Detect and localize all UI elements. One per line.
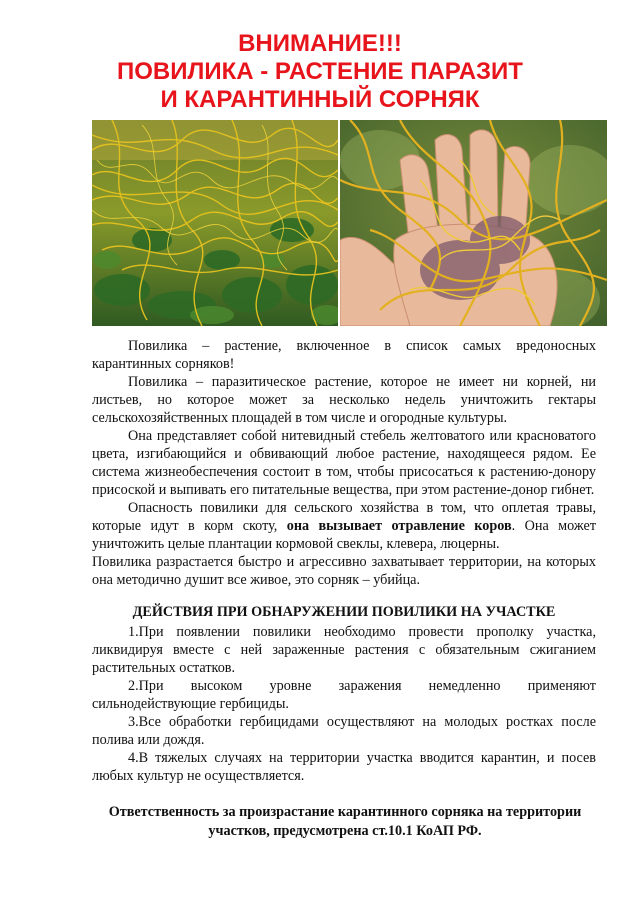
responsibility-note: Ответственность за произрастание карантинного сорняка на территории участков, предусмотрена ст.10.1 КоАП РФ. xyxy=(108,804,582,839)
dodder-field-photo xyxy=(92,120,338,326)
intro-paragraph-1: Повилика – растение, включенное в список самых вредоносных карантинных сорняков! xyxy=(92,338,596,372)
intro-paragraph-4 xyxy=(92,499,596,553)
title-line-parasite: ПОВИЛИКА - РАСТЕНИЕ ПАРАЗИТ xyxy=(117,58,523,85)
action-item-3: 3.Все обработки гербицидами осуществляют на молодых ростках после полива или дождя. xyxy=(92,714,596,748)
dodder-hand-photo xyxy=(340,120,607,326)
action-item-2: 2.При высоком уровне заражения немедленно применяют сильнодействующие гербициды. xyxy=(92,678,596,712)
intro-paragraph-3: Она представляет собой нитевидный стебель желтоватого или красноватого цвета, изгибающийся и обвивающий любое растение, находящееся рядом. Ее система жизнеобеспечения состоит в том, чтобы присосаться к растению-донору присоской и выпивать его питательные вещества, при этом растение-донор гибнет. xyxy=(92,428,596,498)
p4-text-end: . Она может уничтожить целые плантации кормовой свеклы, клевера, люцерны. xyxy=(92,518,597,552)
actions-heading: ДЕЙСТВИЯ ПРИ ОБНАРУЖЕНИИ ПОВИЛИКИ НА УЧАСТКЕ xyxy=(132,604,556,620)
p4-text-start: Опасность повилики для сельского хозяйства в том, что оплетая травы, которые идут в корм скоту, xyxy=(92,500,596,534)
page-title xyxy=(0,30,640,114)
action-item-4: 4.В тяжелых случаях на территории участка вводится карантин, и посев любых культур не осуществляется. xyxy=(92,750,596,784)
action-item-1: 1.При появлении повилики необходимо провести прополку участка, ликвидируя вместе с ней зараженные растения с обязательным сжиганием растительных остатков. xyxy=(92,624,596,676)
title-line-weed: И КАРАНТИННЫЙ СОРНЯК xyxy=(160,86,480,113)
intro-paragraph-5: Повилика разрастается быстро и агрессивно захватывает территории, на которых она методично душит все живое, это сорняк – убийца. xyxy=(92,554,596,588)
title-line-attention: ВНИМАНИЕ!!! xyxy=(238,30,402,57)
leaflet-body xyxy=(92,337,596,785)
intro-paragraph-2: Повилика – паразитическое растение, которое не имеет ни корней, ни листьев, но которое может за несколько недель уничтожить гектары сельскохозяйственных площадей в том числе и огородные культуры. xyxy=(92,374,596,426)
p4-bold-warning: она вызывает отравление коров xyxy=(286,518,512,534)
